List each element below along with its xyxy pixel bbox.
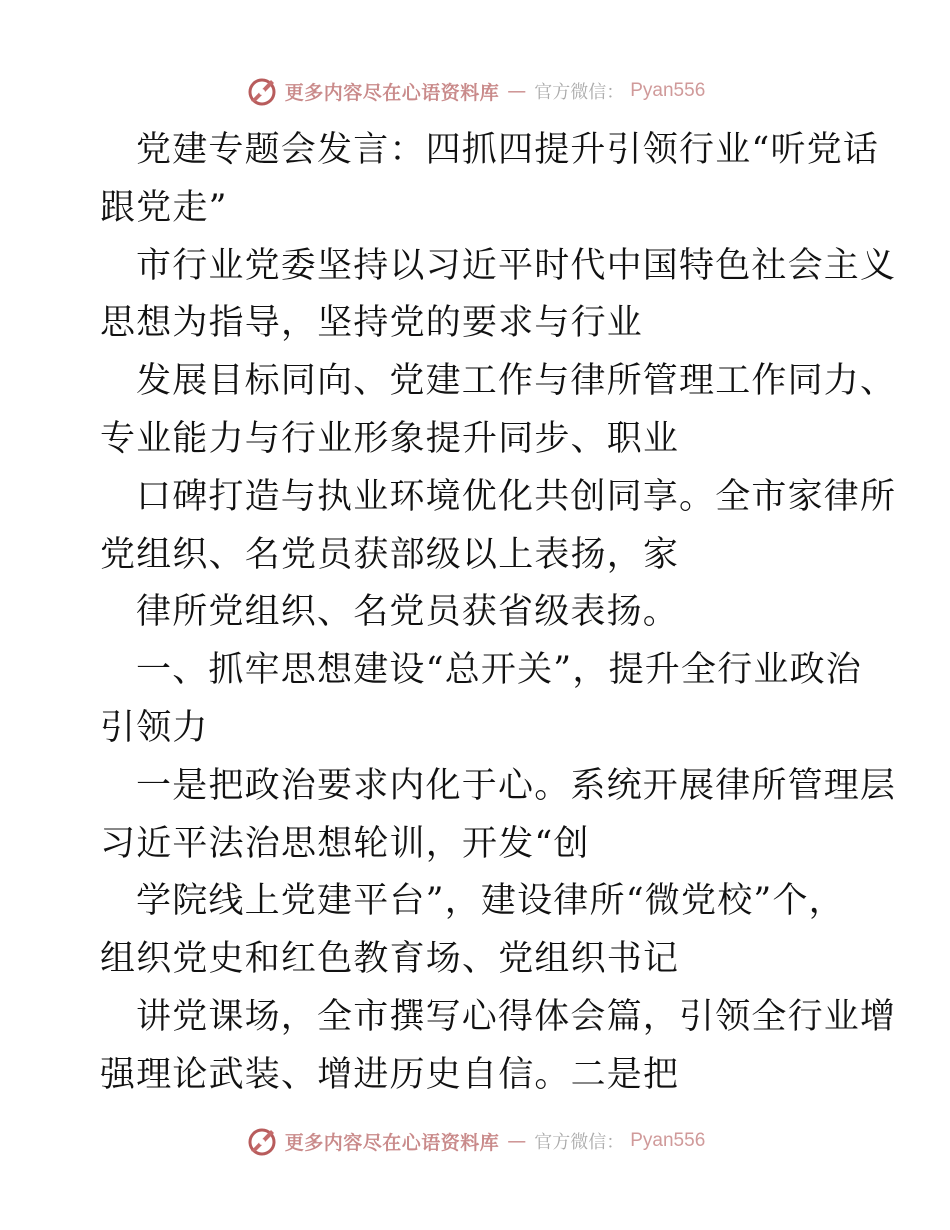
paragraph-line: 习近平法治思想轮训，开发“创 (100, 823, 590, 864)
watermark-brand: 更多内容尽在心语资料库 (284, 1131, 500, 1154)
quill-logo-icon (245, 74, 279, 108)
paragraph-line: 律所党组织、名党员获省级表扬。 (136, 592, 680, 633)
paragraph-line: 思想为指导，坚持党的要求与行业 (100, 303, 644, 344)
paragraph-line: 发展目标同向、党建工作与律所管理工作同力、 (136, 361, 897, 402)
footer-watermark (0, 1121, 950, 1161)
paragraph-line: 市行业党委坚持以习近平时代中国特色社会主义 (136, 245, 897, 286)
title-line-2: 跟党走” (100, 187, 228, 228)
paragraph-line: 党组织、名党员获部级以上表扬，家 (100, 534, 680, 575)
watermark-account: Pyan556 (630, 80, 706, 101)
header-watermark (0, 71, 950, 111)
quill-logo-icon (245, 1124, 279, 1158)
watermark-official: 官方微信： (534, 82, 625, 103)
watermark-dash: — (507, 80, 527, 102)
section-heading-line-2: 引领力 (100, 707, 209, 748)
watermark-brand: 更多内容尽在心语资料库 (284, 81, 500, 104)
paragraph-line: 讲党课场，全市撰写心得体会篇，引领全行业增 (136, 996, 897, 1037)
watermark-account: Pyan556 (630, 1130, 706, 1151)
watermark-dash: — (507, 1130, 527, 1152)
paragraph-line: 口碑打造与执业环境优化共创同享。全市家律所 (136, 476, 897, 517)
section-heading-line-1: 一、抓牢思想建设“总开关”，提升全行业政治 (136, 650, 862, 691)
document-body (100, 122, 897, 1105)
paragraph-line: 组织党史和红色教育场、党组织书记 (100, 939, 680, 980)
paragraph-line: 学院线上党建平台”，建设律所“微党校”个， (136, 881, 845, 922)
watermark-official: 官方微信： (534, 1132, 625, 1153)
title-line-1: 党建专题会发言：四抓四提升引领行业“听党话 (136, 130, 880, 170)
paragraph-line: 一是把政治要求内化于心。系统开展律所管理层 (136, 765, 897, 806)
paragraph-line: 专业能力与行业形象提升同步、职业 (100, 418, 680, 459)
paragraph-line: 强理论武装、增进历史自信。二是把 (100, 1054, 680, 1095)
